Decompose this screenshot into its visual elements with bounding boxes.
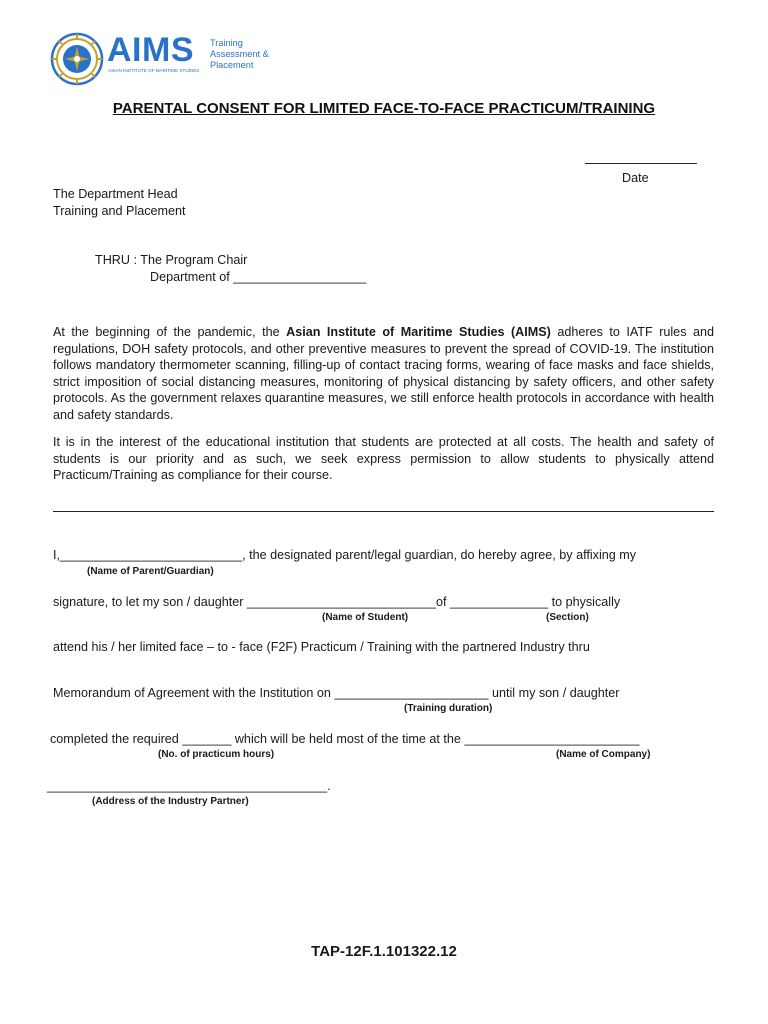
department-line[interactable]: Department of ___________________ [150, 270, 367, 284]
document-title: PARENTAL CONSENT FOR LIMITED FACE-TO-FACE PRACTICUM/TRAINING [112, 100, 656, 117]
caption-company: (Name of Company) [556, 749, 651, 760]
logo-institute-name: ASIAN INSTITUTE OF MARITIME STUDIES [108, 68, 200, 73]
consent-line-attend: attend his / her limited face – to - face (F2F) Practicum / Training with the partnered Industry thru [53, 640, 590, 654]
logo-tagline-line: Placement [210, 60, 254, 70]
consent-line-moa[interactable]: Memorandum of Agreement with the Institution on ______________________ until my son / daughter [53, 686, 620, 700]
paragraph-interest: It is in the interest of the educational institution that students are protected at all costs. The health and safety of students is our priority and as such, we seek express permission to allow students to physically attend Practicum/Training as compliance for their course. [53, 435, 714, 483]
caption-address: (Address of the Industry Partner) [92, 796, 249, 807]
logo-tagline [210, 38, 269, 71]
consent-line-student[interactable]: signature, to let my son / daughter ___________________________of ______________ to physically [53, 595, 621, 609]
consent-line-hours[interactable]: completed the required _______ which will be held most of the time at the _________________________ [50, 732, 640, 746]
paragraph-text: adheres to IATF rules and regulations, DOH safety protocols, and other preventive measures to prevent the spread of COVID-19. The institution follows mandatory thermometer scanning, filling-up of contact tracing forms, wearing of face masks and face shields, strict imposition of social distancing measures, monitoring of physical distancing by safety officers, and other safety protocols. As the government relaxes quarantine measures, we still enforce health protocols in accordance with health and safety standards. [53, 325, 714, 422]
caption-hours: (No. of practicum hours) [158, 749, 275, 760]
date-label: Date [622, 171, 649, 185]
caption-student: (Name of Student) [322, 612, 409, 623]
date-blank[interactable] [585, 163, 697, 164]
caption-parent: (Name of Parent/Guardian) [87, 566, 214, 577]
logo-tagline-line: Training [210, 38, 243, 48]
form-code: TAP-12F.1.101322.12 [311, 943, 457, 960]
institute-name-bold: Asian Institute of Maritime Studies (AIMS) [286, 325, 551, 339]
divider [53, 511, 714, 512]
addressee-line: The Department Head [53, 187, 178, 201]
consent-line-address[interactable]: ________________________________________. [47, 779, 331, 793]
paragraph-text: At the beginning of the pandemic, the [53, 325, 287, 339]
addressee-line: Training and Placement [53, 204, 186, 218]
logo-wordmark: AIMS [107, 31, 194, 69]
institute-seal-icon [50, 32, 104, 86]
caption-section: (Section) [546, 612, 589, 623]
logo-tagline-line: Assessment & [210, 49, 269, 59]
caption-duration: (Training duration) [404, 703, 493, 714]
paragraph-pandemic [53, 324, 714, 424]
consent-line-parent[interactable]: I,__________________________, the designated parent/legal guardian, do hereby agree, by affixing my [53, 548, 637, 562]
thru-line: THRU : The Program Chair [95, 253, 248, 267]
